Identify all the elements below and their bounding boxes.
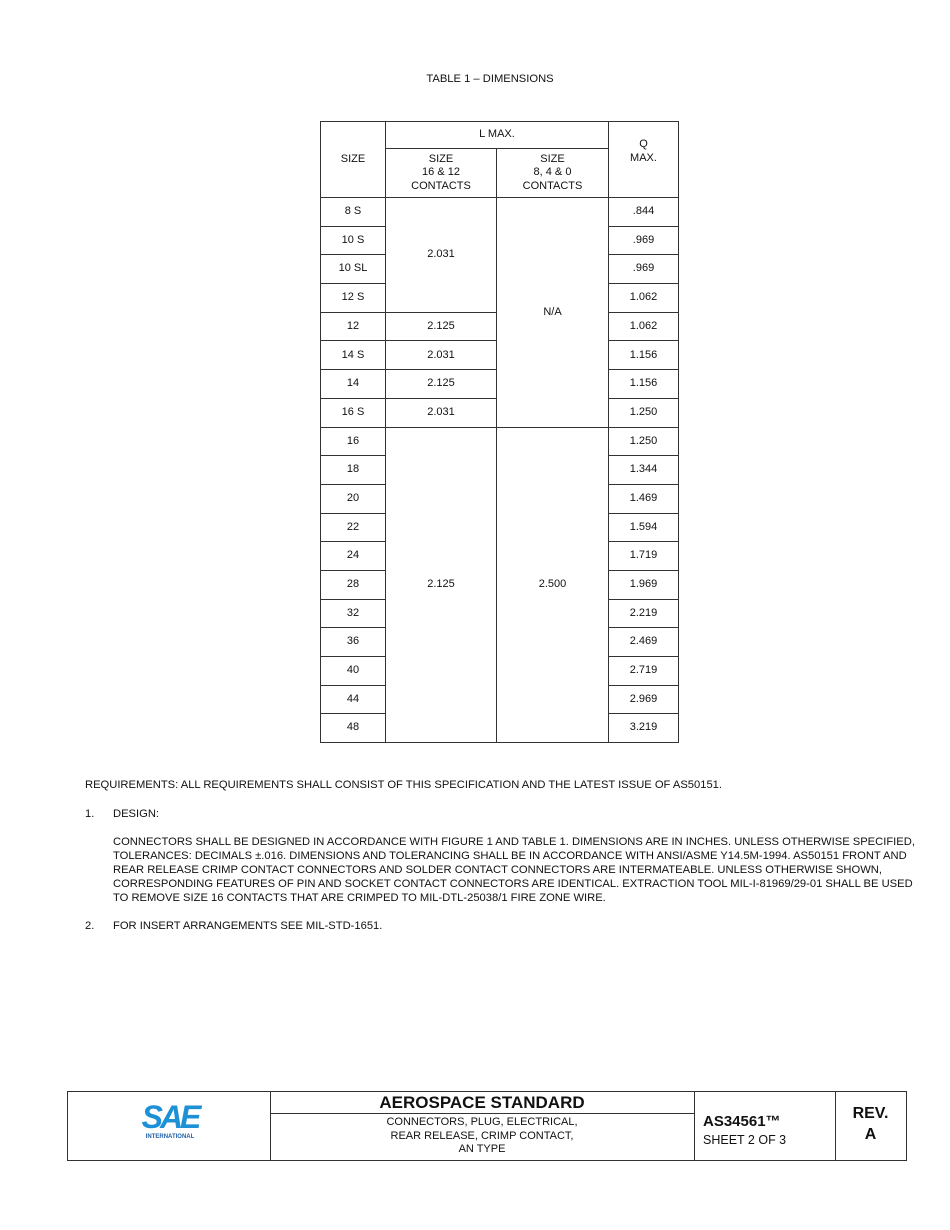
size-cell: 8 S bbox=[321, 198, 386, 227]
header-size: SIZE bbox=[321, 122, 386, 198]
l-max-16-12-cell: 2.125 bbox=[386, 312, 497, 341]
table-title: TABLE 1 – DIMENSIONS bbox=[426, 73, 554, 85]
item-1-title: DESIGN: bbox=[113, 808, 160, 820]
size-cell: 10 S bbox=[321, 226, 386, 255]
size-cell: 20 bbox=[321, 484, 386, 513]
table-row bbox=[321, 427, 679, 456]
l-max-16-12-cell: 2.031 bbox=[386, 341, 497, 370]
title-block bbox=[67, 1091, 907, 1161]
size-cell: 12 S bbox=[321, 284, 386, 313]
size-cell: 22 bbox=[321, 513, 386, 542]
q-max-cell: 1.062 bbox=[609, 284, 679, 313]
standard-subtitle: CONNECTORS, PLUG, ELECTRICAL, REAR RELEASE, CRIMP CONTACT, AN TYPE bbox=[386, 1116, 578, 1155]
size-cell: 24 bbox=[321, 542, 386, 571]
header-l-max: L MAX. bbox=[386, 122, 609, 149]
size-cell: 12 bbox=[321, 312, 386, 341]
item-1-body: CONNECTORS SHALL BE DESIGNED IN ACCORDANCE WITH FIGURE 1 AND TABLE 1. DIMENSIONS ARE IN INCHES. UNLESS OTHERWISE SPECIFIED, TOLERANCES: DECIMALS ±.016. DIMENSIONS AND TOLERANCING SHALL BE IN ACCORDANCE WITH ANSI/ASME Y14.5M-1994. AS50151 FRONT AND REAR RELEASE CRIMP CONTACT CONNECTORS AND SOLDER CONTACT CONNECTORS ARE INTERMATEABLE. UNLESS OTHERWISE SHOWN, CORRESPONDING FEATURES OF PIN AND SOCKET CONTACT CONNECTORS ARE IDENTICAL. EXTRACTION TOOL MIL-I-81969/29-01 SHALL BE USED TO REMOVE SIZE 16 CONTACTS THAT ARE CRIMPED TO MIL-DTL-25038/1 FIRE ZONE WIRE. bbox=[113, 836, 915, 904]
table-row bbox=[321, 198, 679, 227]
q-max-cell: 1.250 bbox=[609, 427, 679, 456]
item-2 bbox=[85, 919, 915, 933]
l-max-16-12-cell: 2.031 bbox=[386, 398, 497, 427]
size-cell: 32 bbox=[321, 599, 386, 628]
item-1-content bbox=[85, 835, 915, 905]
q-max-cell: 2.969 bbox=[609, 685, 679, 714]
revision-label: REV. bbox=[852, 1105, 889, 1122]
q-max-cell: 1.250 bbox=[609, 398, 679, 427]
size-cell: 18 bbox=[321, 456, 386, 485]
size-cell: 28 bbox=[321, 570, 386, 599]
size-cell: 48 bbox=[321, 714, 386, 743]
sae-logo bbox=[128, 1101, 212, 1142]
size-cell: 14 S bbox=[321, 341, 386, 370]
requirements-section bbox=[85, 778, 915, 933]
size-cell: 40 bbox=[321, 657, 386, 686]
l-max-16-12-cell: 2.125 bbox=[386, 370, 497, 399]
requirements-text: REQUIREMENTS: ALL REQUIREMENTS SHALL CONSIST OF THIS SPECIFICATION AND THE LATEST ISSUE OF AS50151. bbox=[85, 779, 723, 791]
q-max-cell: 1.719 bbox=[609, 542, 679, 571]
q-max-cell: 2.469 bbox=[609, 628, 679, 657]
standard-title: AEROSPACE STANDARD bbox=[379, 1093, 585, 1112]
size-cell: 44 bbox=[321, 685, 386, 714]
l-max-8-4-0-cell: 2.500 bbox=[497, 427, 609, 743]
logo-subtext: INTERNATIONAL bbox=[145, 1134, 195, 1140]
q-max-cell: .969 bbox=[609, 226, 679, 255]
header-l-8-4-0: SIZE 8, 4 & 0 CONTACTS bbox=[497, 149, 609, 198]
q-max-cell: .969 bbox=[609, 255, 679, 284]
q-max-cell: 1.969 bbox=[609, 570, 679, 599]
q-max-cell: 1.156 bbox=[609, 370, 679, 399]
header-l-16-12: SIZE 16 & 12 CONTACTS bbox=[386, 149, 497, 198]
item-1 bbox=[85, 807, 915, 821]
size-cell: 14 bbox=[321, 370, 386, 399]
q-max-cell: 1.156 bbox=[609, 341, 679, 370]
size-cell: 36 bbox=[321, 628, 386, 657]
item-2-body: FOR INSERT ARRANGEMENTS SEE MIL-STD-1651. bbox=[113, 920, 383, 932]
q-max-cell: 1.594 bbox=[609, 513, 679, 542]
document-number: AS34561™ bbox=[703, 1113, 781, 1130]
revision-value: A bbox=[864, 1126, 877, 1143]
q-max-cell: 1.062 bbox=[609, 312, 679, 341]
q-max-cell: 1.469 bbox=[609, 484, 679, 513]
size-cell: 16 bbox=[321, 427, 386, 456]
l-max-16-12-cell: 2.031 bbox=[386, 198, 497, 313]
size-cell: 16 S bbox=[321, 398, 386, 427]
q-max-cell: 3.219 bbox=[609, 714, 679, 743]
header-q-max: Q MAX. bbox=[609, 122, 679, 198]
item-2-number: 2. bbox=[85, 920, 95, 932]
q-max-cell: 2.219 bbox=[609, 599, 679, 628]
size-cell: 10 SL bbox=[321, 255, 386, 284]
sheet-number: SHEET 2 OF 3 bbox=[703, 1133, 787, 1147]
logo-mark: SAE bbox=[141, 1099, 199, 1135]
item-1-number: 1. bbox=[85, 808, 95, 820]
q-max-cell: .844 bbox=[609, 198, 679, 227]
q-max-cell: 2.719 bbox=[609, 657, 679, 686]
l-max-16-12-cell: 2.125 bbox=[386, 427, 497, 743]
l-max-8-4-0-cell: N/A bbox=[497, 198, 609, 428]
q-max-cell: 1.344 bbox=[609, 456, 679, 485]
dimensions-table bbox=[320, 121, 679, 743]
